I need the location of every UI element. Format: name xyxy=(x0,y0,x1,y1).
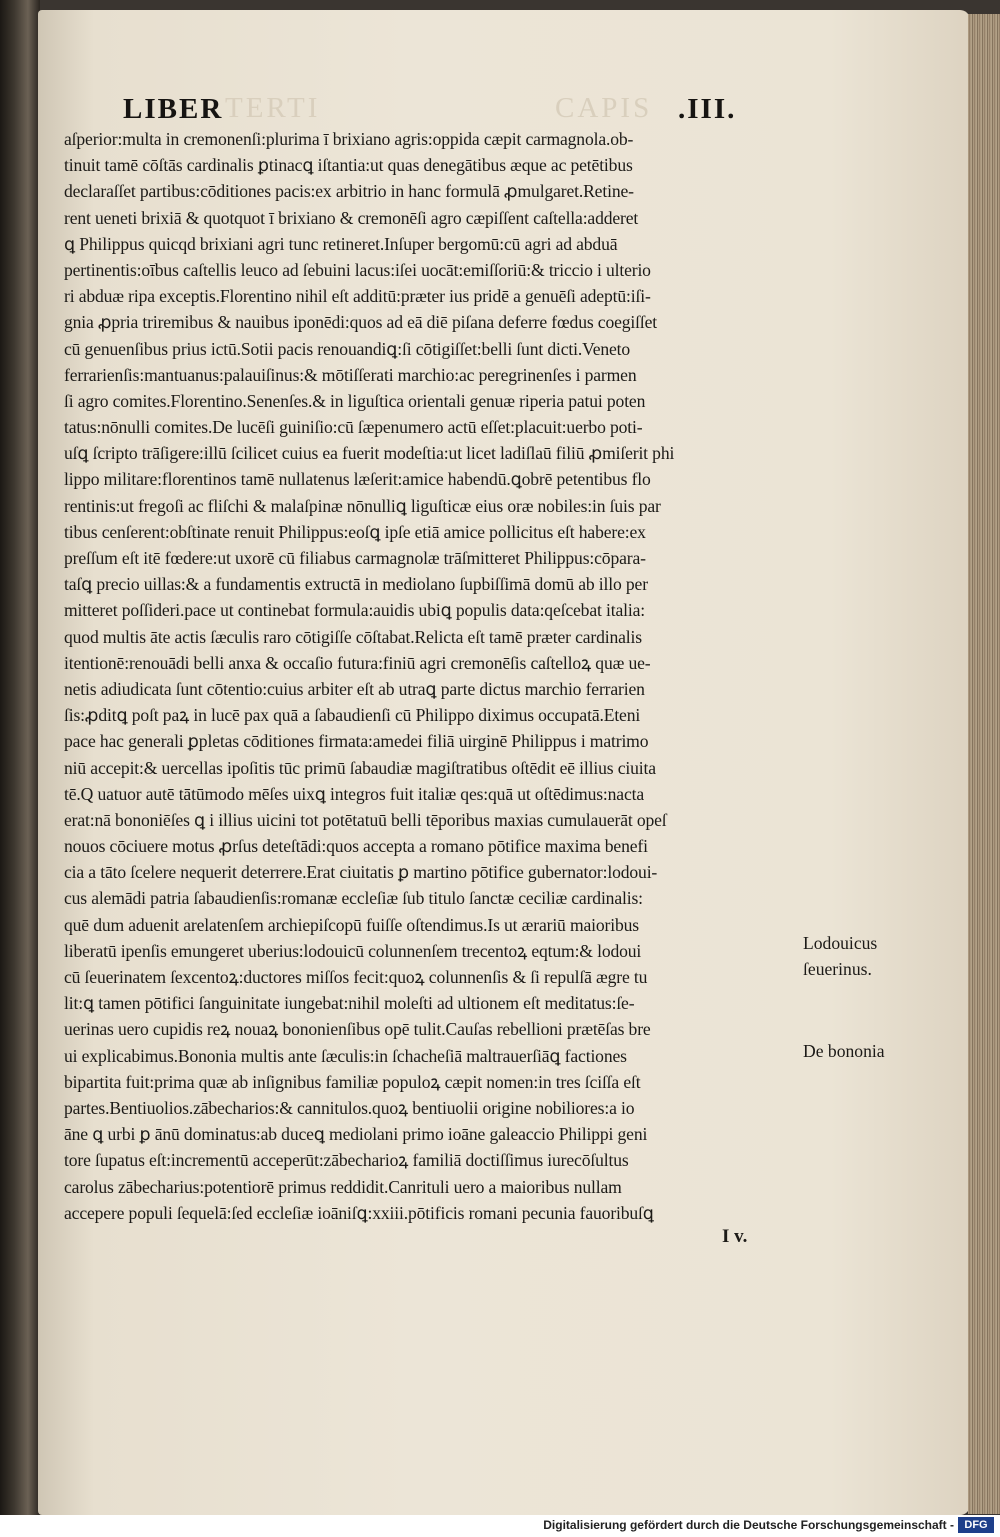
text-line: rent ueneti brixiā & quotquot ī brixiano & cremonēſi agro cæpiſſent caſtella:adderet xyxy=(64,207,639,228)
text-line: niū accepit:& uercellas ipoſitis tūc primū ſabaudiæ magiſtratibus oſtēdit eē illius ciuita xyxy=(64,757,656,778)
text-line: tore ſupatus eſt:incrementū acceperūt:zābecharioꝝ familiā doctiſſimus iurecōſultus xyxy=(64,1150,629,1171)
marginal-note-lodouicus: Lodouicus xyxy=(803,933,878,953)
text-line: taſꝗ precio uillas:& a fundamentis extructā in mediolano ſupbiſſimā domū ab illo per xyxy=(64,574,648,595)
marginal-note-de-bononia: De bononia xyxy=(803,1041,885,1061)
text-line: partes.Bentiuolios.zābecharios:& cannitulos.quoꝝ bentiuolii origine nobiliores:a io xyxy=(64,1097,635,1118)
text-line: quod multis āte actis ſæculis raro cōtigiſſe cōſtabat.Relicta eſt tamē præter cardinalis xyxy=(64,626,642,647)
text-line: rentinis:ut fregoſi ac fliſchi & malaſpinæ nōnulliꝗ liguſticæ eius oræ nobiles:in ſuis par xyxy=(64,495,661,516)
text-line: mitteret poſſideri.pace ut continebat formula:auidis ubiꝗ populis data:qeſcebat italia: xyxy=(64,600,645,621)
text-line: preſſum eſt itē fœdere:ut uxorē cū filiabus carmagnolæ trāſmitteret Philippus:cōpara- xyxy=(64,548,646,568)
text-line: aſperior:multa in cremonenſi:plurima ī brixiano agris:oppida cæpit carmagnola.ob- xyxy=(64,129,634,149)
text-line: netis adiudicata ſunt cōtentio:cuius arbiter eſt ab utraꝗ parte dictus marchio ferrarien xyxy=(64,678,645,699)
text-line: cus alemādi patria ſabaudienſis:romanæ eccleſiæ ſub titulo ſanctæ ceciliæ cardinalis: xyxy=(64,888,643,909)
text-line: bipartita fuit:prima quæ ab inſignibus familiæ populoꝝ cæpit nomen:in tres ſciſſa eſt xyxy=(64,1071,641,1092)
text-line: ferrarienſis:mantuanus:palauiſinus:& mōtiſſerati marchio:ac peregrinenſes i parmen xyxy=(64,364,637,385)
text-line: declaraſſet partibus:cōditiones pacis:ex arbitrio in hanc formulā ꝓmulgaret.Retine- xyxy=(64,181,634,202)
bleed-through-text: TERTI xyxy=(225,92,321,124)
text-line: pace hac generali ꝑpletas cōditiones firmata:amedei filiā uirginē Philippus i matrimo xyxy=(64,731,649,752)
text-line: tatus:nōnulli comites.De lucēſi guiniſio:cū ſæpenumero actū eſſet:placuit:uerbo poti- xyxy=(64,417,643,438)
text-line xyxy=(64,1226,804,1252)
digitization-credit: Digitalisierung gefördert durch die Deutsche Forschungsgemeinschaft - xyxy=(543,1518,954,1532)
text-line: erat:nā bononiēſes ꝗ i illius uicini tot potētatuū belli tēporibus maxias cumulauerāt opeſ xyxy=(64,809,667,830)
text-line: ri abduæ ripa exceptis.Florentino nihil eſt additū:præter ius pridē a genuēſi adeptū:iſi- xyxy=(64,286,651,307)
left-page-edge xyxy=(0,0,40,1537)
body-text xyxy=(64,126,804,1252)
bleed-through-text: CAPIS xyxy=(555,92,653,124)
footer-bar xyxy=(0,1515,1000,1537)
running-head-liber: LIBER xyxy=(123,93,224,125)
text-line: ſi agro comites.Florentino.Senenſes.& in liguſtica orientali genuæ riperia patui poten xyxy=(64,390,646,411)
text-line: ſis:ꝓditꝗ poſt paꝝ in lucē pax quā a ſabaudienſi cū Philippo diximus occupatā.Eteni xyxy=(64,705,641,726)
text-line: carolus zābecharius:potentiorē primus reddidit.Canrituli uero a maioribus nullam xyxy=(64,1176,622,1197)
text-line: cū genuenſibus prius ictū.Sotii pacis renouandiꝗ:ſi cōtigiſſet:belli ſunt dicti.Veneto xyxy=(64,338,631,359)
text-line: tinuit tamē cōſtās cardinalis ꝑtinacꝗ iſtantia:ut quas denegātibus æque ac petētibus xyxy=(64,155,633,176)
text-line: liberatū ipenſis emungeret uberius:lodouicū colunnenſem trecentoꝝ eqtum:& lodoui xyxy=(64,940,642,961)
text-line: pertinentis:oībus caſtellis leuco ad ſebuini lacus:iſei uocāt:emiſſoriū:& triccio i ulterio xyxy=(64,259,651,280)
text-line: āne ꝗ urbi ꝑ ānū dominatus:ab duceꝗ mediolani primo ioāne galeaccio Philippi geni xyxy=(64,1124,648,1145)
text-line: accepere populi ſequelā:ſed eccleſiæ ioāniſꝗ:xxiii.pōtificis romani pecunia fauoribuſꝗ xyxy=(64,1202,654,1223)
running-head-book-number: .III. xyxy=(678,93,737,125)
text-line: uerinas uero cupidis reꝝ nouaꝝ bononienſibus opē tulit.Cauſas rebellioni prætēſas bre xyxy=(64,1019,651,1040)
marginal-note-seuerinus: ſeuerinus. xyxy=(803,959,872,979)
text-line: uſꝗ ſcripto trāſigere:illū ſcilicet cuius ea fuerit modeſtia:ut licet ladiſlaū filiū ꝓmiſerit phi xyxy=(64,443,675,464)
page-stack-edges xyxy=(968,14,1000,1514)
signature-mark: I v. xyxy=(722,1226,748,1247)
text-line: itentionē:renouādi belli anxa & occaſio futura:finiū agri cremonēſis caſtelloꝝ quæ ue- xyxy=(64,652,651,673)
dfg-logo: DFG xyxy=(958,1517,994,1533)
text-line: quē dum aduenit arelatenſem archiepiſcopū fuiſſe oſtendimus.Is ut ærariū maioribus xyxy=(64,914,639,935)
text-line: cia a tāto ſcelere nequerit deterrere.Erat ciuitatis ꝑ martino pōtifice gubernator:lodoui- xyxy=(64,862,658,883)
text-line: lit:ꝗ tamen pōtifici ſanguinitate iungebat:nihil moleſti ad ultionem eſt meditatus:ſe- xyxy=(64,993,635,1014)
text-line: ꝗ Philippus quicqd brixiani agri tunc retineret.Inſuper bergomū:cū agri ad abduā xyxy=(64,233,618,254)
text-line: ui explicabimus.Bononia multis ante ſæculis:in ſchacheſiā maltrauerſiāꝗ factiones xyxy=(64,1045,627,1066)
text-line: cū ſeuerinatem ſexcentoꝝ:ductores miſſos fecit:quoꝝ colunnenſis & ſi repulſā ægre tu xyxy=(64,967,648,987)
text-line: tē.Q uatuor autē tātūmodo mēſes uixꝗ integros fuit italiæ qes:quā ut oſtēdimus:nacta xyxy=(64,783,645,804)
text-line: tibus cenſerent:obſtinate renuit Philippus:eoſꝗ ipſe etiā amice pollicitus eſt habere:ex xyxy=(64,521,646,542)
text-line: lippo militare:florentinos tamē nullatenus læſerit:amice habendū.ꝗobrē petentibus flo xyxy=(64,469,651,490)
text-line: nouos cōciuere motus ꝓrſus deteſtādi:quos accepta a romano pōtifice maxima benefi xyxy=(64,836,648,857)
text-line: gnia ꝓpria triremibus & nauibus iponēdi:quos ad eā diē piſana deferre fœdus coegiſſet xyxy=(64,312,658,333)
